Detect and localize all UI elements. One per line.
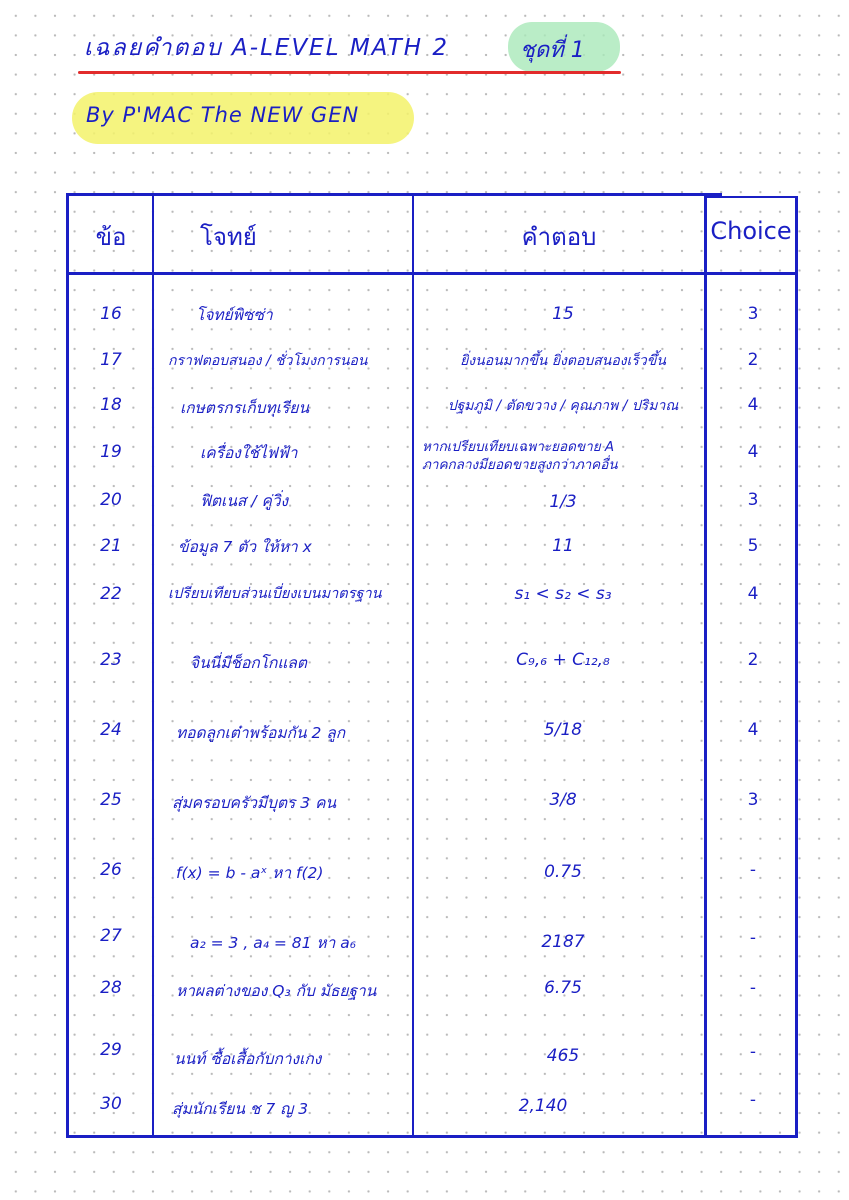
question-number: 22 <box>100 584 122 604</box>
choice: - <box>749 928 757 948</box>
question-topic: ข้อมูล 7 ตัว ให้หา x <box>178 538 312 556</box>
choice: - <box>749 860 757 880</box>
table-border-bottom <box>66 1135 798 1138</box>
choice: 3 <box>747 790 759 810</box>
question-topic: นนท์ ซื้อเสื้อกับกางเกง <box>174 1050 322 1068</box>
table-border-right <box>795 196 798 1138</box>
question-number: 18 <box>100 395 122 415</box>
question-number: 24 <box>100 720 122 740</box>
question-topic: เปรียบเทียบส่วนเบี่ยงเบนมาตรฐาน <box>168 586 382 602</box>
answer: 1/3 <box>549 492 577 512</box>
question-topic: f(x) = b - aˣ หา f(2) <box>176 864 324 882</box>
choice: - <box>749 1042 757 1062</box>
question-topic: สุ่มนักเรียน ช 7 ญ 3 <box>172 1100 309 1118</box>
table-border-left <box>66 193 69 1138</box>
answer: ปฐมภูมิ / ตัดขวาง / คุณภาพ / ปริมาณ <box>447 398 679 414</box>
answer: 2187 <box>541 932 585 952</box>
choice: 4 <box>747 395 759 415</box>
table-border-top-choice <box>704 196 796 198</box>
question-topic: เครื่องใช้ไฟฟ้า <box>200 444 298 462</box>
table-border-top <box>66 193 722 196</box>
question-number: 26 <box>100 860 122 880</box>
answer: 465 <box>546 1046 580 1066</box>
question-topic: a₂ = 3 , a₄ = 81 หา a₆ <box>190 934 356 952</box>
title-underline <box>78 71 621 74</box>
answer: 2,140 <box>518 1096 568 1116</box>
question-topic: กราฟตอบสนอง / ชั่วโมงการนอน <box>168 353 368 369</box>
question-number: 16 <box>100 304 122 324</box>
column-header-question: โจทย์ <box>200 223 257 251</box>
question-number: 29 <box>100 1040 122 1060</box>
set-label: ชุดที่ 1 <box>520 38 585 63</box>
question-number: 17 <box>100 350 122 370</box>
choice: 2 <box>747 650 759 670</box>
question-topic: จินนี่มีช็อกโกแลต <box>190 654 307 672</box>
question-number: 23 <box>100 650 122 670</box>
question-topic: สุ่มครอบครัวมีบุตร 3 คน <box>172 794 337 812</box>
answer: 3/8 <box>549 790 577 810</box>
answer: 0.75 <box>544 862 582 882</box>
column-header-answer: คำตอบ <box>521 223 597 251</box>
choice: 5 <box>747 536 759 556</box>
question-number: 25 <box>100 790 122 810</box>
column-header-number: ข้อ <box>95 223 127 251</box>
choice: 4 <box>747 442 759 462</box>
question-number: 21 <box>100 536 122 556</box>
question-number: 19 <box>100 442 122 462</box>
answer: s₁ < s₂ < s₃ <box>514 584 612 604</box>
choice: - <box>749 978 757 998</box>
page-title: เฉลยคำตอบ A-LEVEL MATH 2 <box>84 35 450 61</box>
question-topic: หาผลต่างของ Q₃ กับ มัธยฐาน <box>176 982 377 1000</box>
choice: 3 <box>747 304 759 324</box>
choice: 4 <box>747 584 759 604</box>
column-header-choice: Choice <box>710 217 792 245</box>
question-number: 30 <box>100 1094 122 1114</box>
choice: 4 <box>747 720 759 740</box>
answer <box>418 438 708 474</box>
question-number: 20 <box>100 490 122 510</box>
choice: 3 <box>747 490 759 510</box>
choice: - <box>749 1090 757 1110</box>
column-divider-1 <box>152 195 154 1135</box>
answer: 5/18 <box>543 720 583 740</box>
question-topic: เกษตรกรเก็บทุเรียน <box>180 399 310 417</box>
table-header-divider <box>66 272 798 275</box>
question-topic: ฟิตเนส / คู่วิ่ง <box>200 492 289 510</box>
question-number: 27 <box>100 926 122 946</box>
answer: ยิ่งนอนมากขึ้น ยิ่งตอบสนองเร็วขึ้น <box>460 353 666 369</box>
answer: 6.75 <box>544 978 582 998</box>
author-label: By P'MAC The NEW GEN <box>86 103 360 127</box>
answer: C₉,₆ + C₁₂,₈ <box>516 650 610 670</box>
question-number: 28 <box>100 978 122 998</box>
answer: 15 <box>552 304 574 324</box>
answer-line-1: หากเปรียบเทียบเฉพาะยอดขาย A <box>422 439 615 455</box>
question-topic: ทอดลูกเต๋าพร้อมกัน 2 ลูก <box>176 724 346 742</box>
choice: 2 <box>747 350 759 370</box>
answer: 11 <box>552 536 574 556</box>
question-topic: โจทย์พิซซ่า <box>196 306 273 324</box>
answer-line-2: ภาคกลางมียอดขายสูงกว่าภาคอื่น <box>422 457 618 473</box>
